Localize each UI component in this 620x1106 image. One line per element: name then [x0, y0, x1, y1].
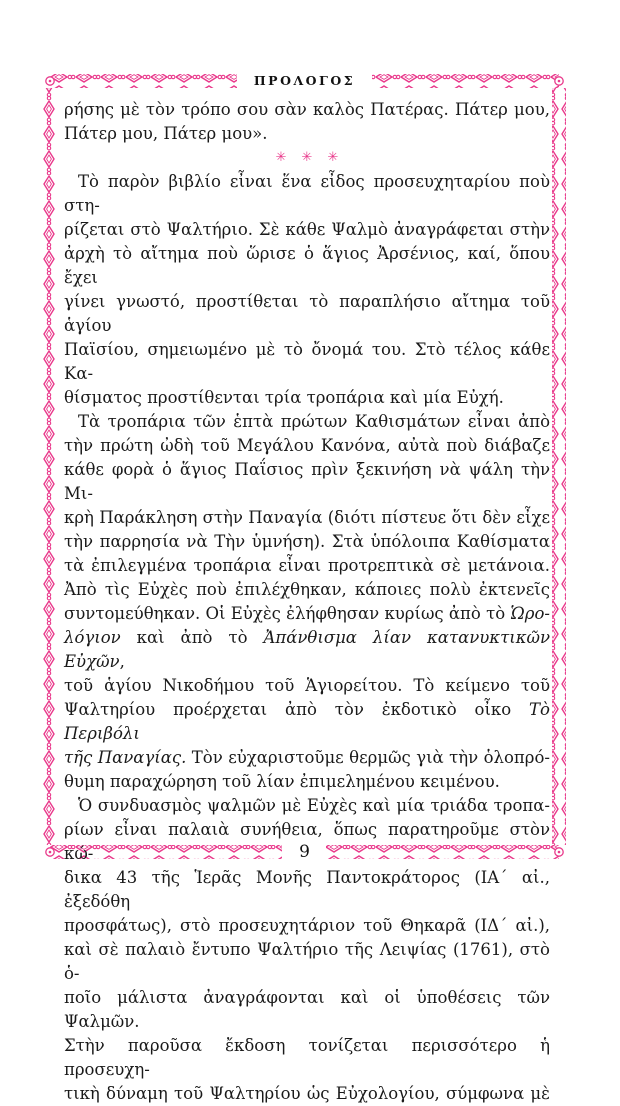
- asterisk-ornament-icon: ✳: [275, 150, 287, 165]
- text-line: θυμη παραχώρηση τοῦ λίαν ἐπιμελημένου κειμένου.: [64, 772, 500, 791]
- text-line: θίσματος προστίθενται τρία τροπάρια καὶ μία Εὐχή.: [64, 388, 504, 407]
- section-separator: [64, 146, 550, 170]
- body-text: [64, 98, 550, 1106]
- text-line: γίνει γνωστό, προστίθεται τὸ παραπλήσιο αἴτημα τοῦ ἁγίου: [64, 292, 550, 335]
- italic-title: λόγιον: [64, 628, 121, 647]
- border-chain-left: [43, 88, 57, 845]
- text-line: Ψαλτηρίου προέρχεται ἀπὸ τὸν ἐκδοτικὸ οἶκο Τὸ Περιβόλι: [64, 700, 550, 743]
- page-number-row: [50, 841, 559, 863]
- text-line: ρίων εἶναι παλαιὰ συνήθεια, ὅπως παρατηροῦμε στὸν κώ-: [64, 820, 550, 863]
- text-line: ποῖο μάλιστα ἀναγράφονται καὶ οἱ ὑποθέσεις τῶν Ψαλμῶν.: [64, 988, 550, 1031]
- text-line: συντομεύθηκαν. Οἱ Εὐχὲς ἐλήφθησαν κυρίως ἀπὸ τὸ Ὡρο-: [64, 604, 550, 623]
- text-line: τὰ ἐπιλεγμένα τροπάρια εἶναι προτρεπτικὰ σὲ μετάνοια.: [64, 556, 550, 575]
- paragraph: [64, 170, 550, 410]
- italic-title: Ἀπάνθισμα λίαν κατανυκτικῶν Εὐχῶν: [64, 628, 551, 671]
- border-chain-right: [552, 88, 566, 845]
- text-line: προσφάτως), στὸ προσευχητάριον τοῦ Θηκαρᾶ (ΙΔ΄ αἰ.),: [64, 916, 550, 935]
- paragraph: [64, 410, 550, 794]
- text-line: λόγιον καὶ ἀπὸ τὸ Ἀπάνθισμα λίαν κατανυκτικῶν Εὐχῶν,: [64, 628, 551, 671]
- asterisk-ornament-icon: ✳: [327, 150, 339, 165]
- running-head: [50, 72, 559, 90]
- italic-title: Τὸ Περιβόλι: [64, 700, 550, 743]
- text-line: τῆς Παναγίας. Τὸν εὐχαριστοῦμε θερμῶς γιὰ τὴν ὁλοπρό-: [64, 748, 550, 767]
- text-line: τοῦ ἁγίου Νικοδήμου τοῦ Ἁγιορείτου. Τὸ κείμενο τοῦ: [64, 676, 550, 695]
- text-line: τικὴ δύναμη τοῦ Ψαλτηρίου ὡς Εὐχολογίου, σύμφωνα μὲ: [64, 1084, 550, 1103]
- text-line: Στὴν παροῦσα ἔκδοση τονίζεται περισσότερο ἡ προσευχη-: [64, 1036, 550, 1079]
- text-line: ἀρχὴ τὸ αἴτημα ποὺ ὥρισε ὁ ἅγιος Ἀρσένιος, καί, ὅπου ἔχει: [64, 244, 550, 287]
- text-line: Πάτερ μου, Πάτερ μου».: [64, 124, 268, 143]
- text-line: Τὰ τροπάρια τῶν ἑπτὰ πρώτων Καθισμάτων εἶναι ἀπὸ: [78, 412, 550, 431]
- asterisk-ornament-icon: ✳: [301, 150, 313, 165]
- italic-title: τῆς Παναγίας.: [64, 748, 187, 767]
- page-title: ΠΡΟΛΟΓΟΣ: [253, 73, 356, 88]
- text-line: ρήσης μὲ τὸν τρόπο σου σὰν καλὸς Πατέρας. Πάτερ μου,: [64, 100, 550, 119]
- text-line: κρὴ Παράκληση στὴν Παναγία (διότι πίστευε ὅτι δὲν εἶχε: [64, 508, 550, 527]
- paragraph: [64, 98, 550, 146]
- text-line: ρίζεται στὸ Ψαλτήριο. Σὲ κάθε Ψαλμὸ ἀναγράφεται στὴν: [64, 220, 550, 239]
- text-line: τὴν παρρησία νὰ Τὴν ὑμνήση). Στὰ ὑπόλοιπα Καθίσματα: [64, 532, 550, 551]
- page-number: 9: [299, 842, 310, 862]
- text-line: Ἀπὸ τὶς Εὐχὲς ποὺ ἐπιλέχθηκαν, κάποιες πολὺ ἐκτενεῖς: [64, 580, 550, 599]
- text-line: δικα 43 τῆς Ἱερᾶς Μονῆς Παντοκράτορος (ΙΑ΄ αἰ., ἐξεδόθη: [64, 868, 550, 911]
- text-line: Ὁ συνδυασμὸς ψαλμῶν μὲ Εὐχὲς καὶ μία τριάδα τροπα-: [78, 796, 550, 815]
- text-line: τὴν πρώτη ὠδὴ τοῦ Μεγάλου Κανόνα, αὐτὰ ποὺ διάβαζε: [64, 436, 550, 455]
- italic-title: Ὡρο-: [510, 604, 550, 623]
- text-line: Παϊσίου, σημειωμένο μὲ τὸ ὄνομά του. Στὸ τέλος κάθε Κα-: [64, 340, 550, 383]
- text-line: κάθε φορὰ ὁ ἅγιος Παΐσιος πρὶν ξεκινήση νὰ ψάλη τὴν Μι-: [64, 460, 550, 503]
- text-line: Τὸ παρὸν βιβλίο εἶναι ἕνα εἶδος προσευχηταρίου ποὺ στη-: [64, 172, 550, 215]
- text-line: καὶ σὲ παλαιὸ ἔντυπο Ψαλτήριο τῆς Λειψίας (1761), στὸ ὁ-: [64, 940, 550, 983]
